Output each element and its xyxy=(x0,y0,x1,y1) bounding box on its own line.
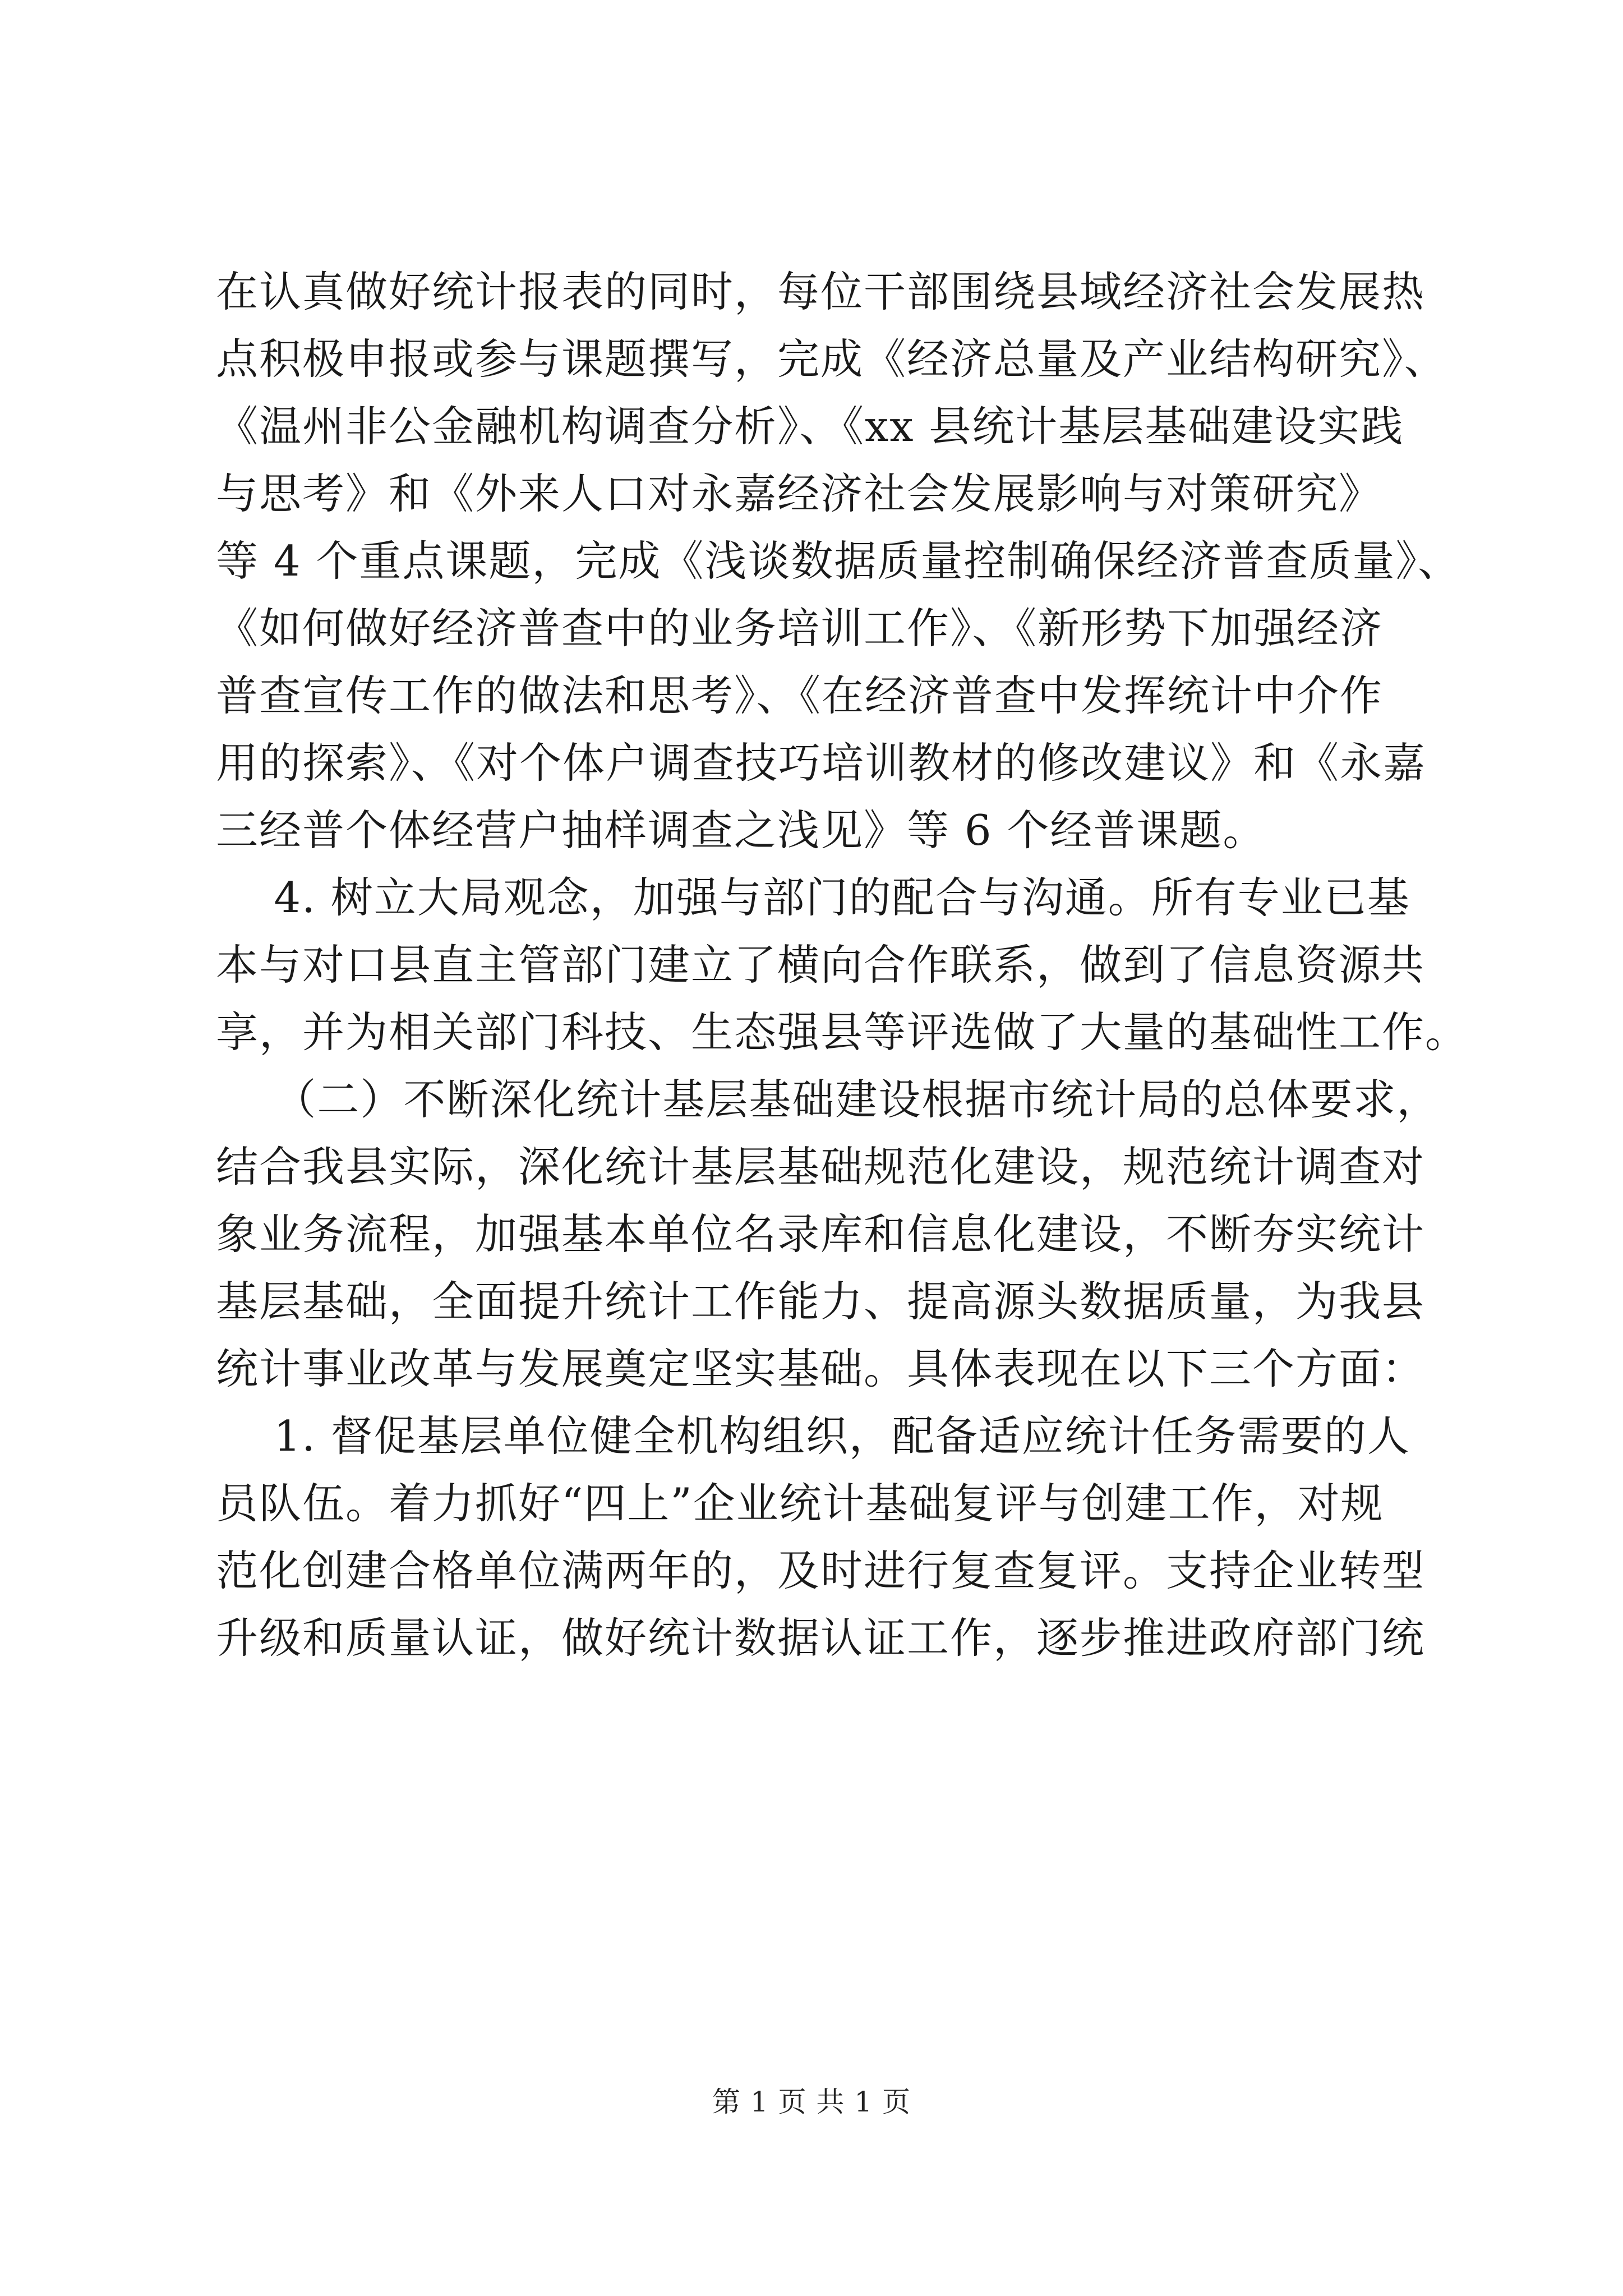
text-line: 升级和质量认证，做好统计数据认证工作，逐步推进政府部门统 xyxy=(216,1613,1426,1663)
text-line: 基层基础，全面提升统计工作能力、提高源头数据质量，为我县 xyxy=(216,1277,1426,1326)
text-line: 普查宣传工作的做法和思考》、《在经济普查中发挥统计中介作 xyxy=(216,671,1384,720)
text-line: 范化创建合格单位满两年的，及时进行复查复评。支持企业转型 xyxy=(216,1546,1426,1595)
text-line: 结合我县实际，深化统计基层基础规范化建设，规范统计调查对 xyxy=(216,1142,1426,1191)
text-line: 本与对口县直主管部门建立了横向合作联系，做到了信息资源共 xyxy=(216,940,1426,990)
text-line: 点积极申报或参与课题撰写，完成《经济总量及产业结构研究》、 xyxy=(216,334,1447,384)
text-line: 象业务流程，加强基本单位名录库和信息化建设，不断夯实统计 xyxy=(216,1209,1426,1259)
page-number-footer: 第 1 页 共 1 页 xyxy=(712,2086,911,2118)
text-line: 《温州非公金融机构调查分析》、《xx 县统计基层基础建设实践 xyxy=(216,402,1404,451)
text-line: 等 4 个重点课题，完成《浅谈数据质量控制确保经济普查质量》、 xyxy=(216,536,1461,586)
text-line: 三经普个体经营户抽样调查之浅见》等 6 个经普课题。 xyxy=(216,806,1266,855)
text-line: 员队伍。着力抓好“四上”企业统计基础复评与创建工作，对规 xyxy=(216,1479,1384,1528)
text-line: 统计事业改革与发展奠定坚实基础。具体表现在以下三个方面： xyxy=(216,1344,1426,1393)
body-text xyxy=(216,258,1478,1672)
text-line: 在认真做好统计报表的同时，每位干部围绕县域经济社会发展热 xyxy=(216,267,1426,316)
text-line: 用的探索》、《对个体户调查技巧培训教材的修改建议》和《永嘉 xyxy=(216,738,1427,788)
text-line: 4. 树立大局观念，加强与部门的配合与沟通。所有专业已基 xyxy=(216,873,1410,922)
text-line: 与思考》和《外来人口对永嘉经济社会发展影响与对策研究》 xyxy=(216,469,1382,518)
text-line: 《如何做好经济普查中的业务培训工作》、《新形势下加强经济 xyxy=(216,604,1384,653)
text-line: 1. 督促基层单位健全机构组织，配备适应统计任务需要的人 xyxy=(216,1411,1410,1461)
text-line: （二）不断深化统计基层基础建设根据市统计局的总体要求， xyxy=(216,1075,1440,1124)
text-line: 享，并为相关部门科技、生态强县等评选做了大量的基础性工作。 xyxy=(216,1007,1469,1057)
